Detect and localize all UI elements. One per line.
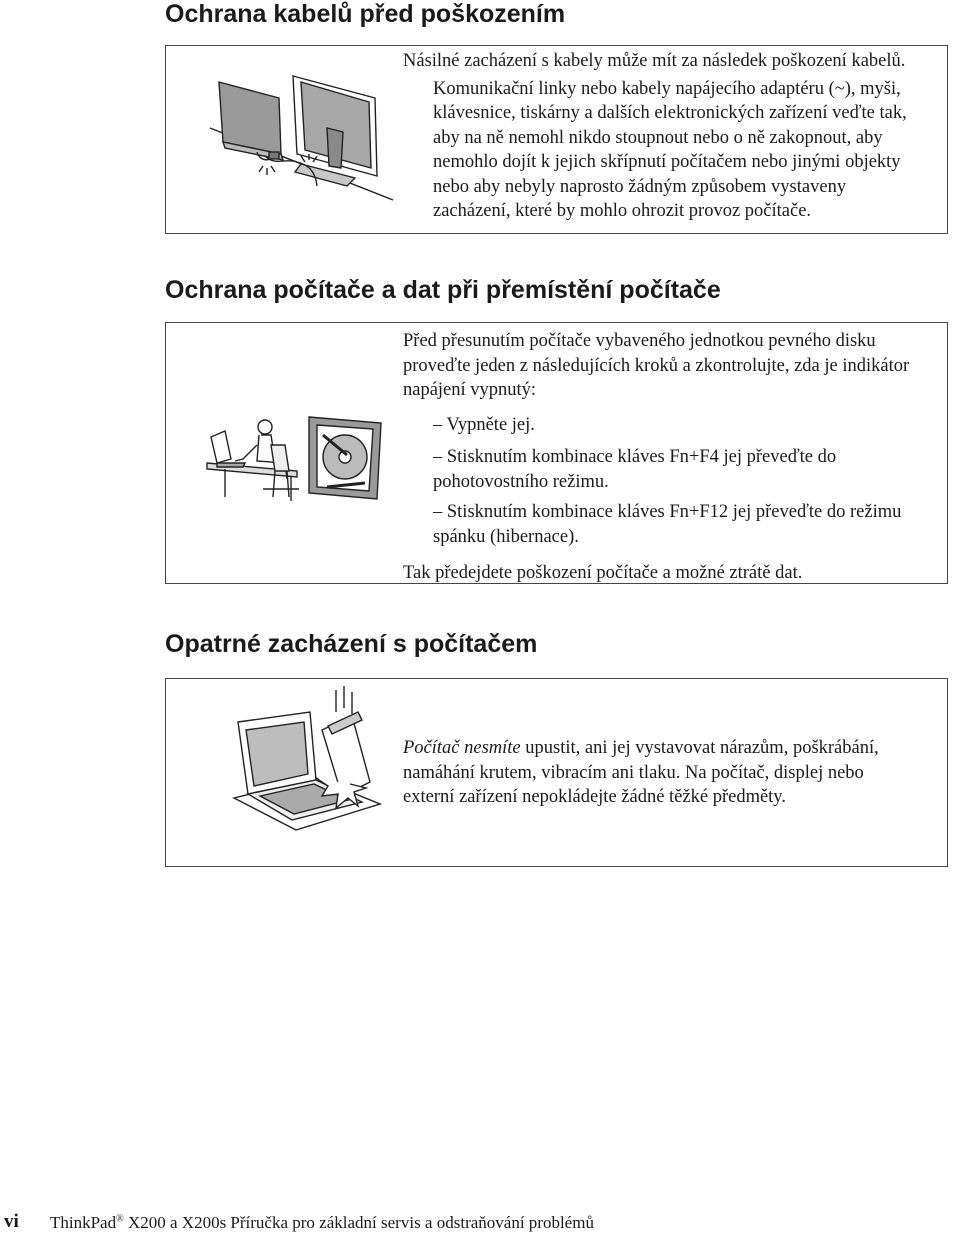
list-item-continuation: spánku (hibernace). [433,526,579,547]
body-line: klávesnice, tiskárny a dalších elektronických zařízení veďte tak, [433,103,907,123]
body-line: Před přesunutím počítače vybaveného jednotkou pevného disku [403,331,876,351]
section-body-cables [403,49,907,224]
body-line: Komunikační linky nebo kabely napájecího adaptéru (~), myši, [433,78,901,99]
body-line: napájení vypnutý: [403,380,537,400]
steps-list [433,413,909,550]
footer-brand: ThinkPad [50,1213,117,1232]
list-item: – Stisknutím kombinace kláves Fn+F12 jej převeďte do režimu [433,502,902,522]
page-number: vi [4,1211,19,1232]
body-line: proveďte jeden z následujících kroků a zkontrolujte, zda je indikátor [403,355,910,376]
laptop-drop-illustration [230,686,390,836]
section-title-cables: Ochrana kabelů před poškozením [165,0,566,28]
section-title-moving: Ochrana počítače a dat při přemístění počítače [165,276,721,304]
lead-text [403,736,879,761]
hard-disk-warning-illustration [205,405,395,505]
body-line: nemohlo dojít k jejich skřípnutí počítačem nebo jinými objekty [433,152,901,172]
body-line: externí zařízení nepokládejte žádné těžké předměty. [403,787,786,807]
registered-mark: ® [116,1213,124,1225]
body-line: zacházení, které by mohlo ohrozit provoz počítače. [433,201,812,221]
body-line: nebo aby nebyly naprosto žádným způsobem vystaveny [433,176,847,197]
list-item: – Vypněte jej. [433,414,535,435]
closing-text: Tak předejdete poškození počítače a možné ztrátě dat. [403,563,803,583]
body-line: aby na ně nemohl nikdo stoupnout nebo o ně zakopnout, aby [433,127,883,148]
list-item: – Stisknutím kombinace kláves Fn+F4 jej převeďte do [433,447,837,467]
monitor-cables-illustration [205,58,395,208]
section-body-handling [403,736,879,810]
lead-text: Násilné zacházení s kabely může mít za následek poškození kabelů. [403,51,906,71]
section-body-moving [403,329,909,586]
lead-rest: upustit, ani jej vystavovat nárazům, poškrábání, [520,738,879,758]
footer-title [50,1213,594,1233]
footer-rest: X200 a X200s Příručka pro základní servis a odstraňování problémů [123,1213,594,1232]
section-title-handling: Opatrné zacházení s počítačem [165,630,538,658]
list-item-continuation: pohotovostního režimu. [433,471,609,492]
lead-italic: Počítač nesmíte [403,738,521,758]
body-line: namáhání krutem, vibracím ani tlaku. Na počítač, displej nebo [403,762,864,783]
